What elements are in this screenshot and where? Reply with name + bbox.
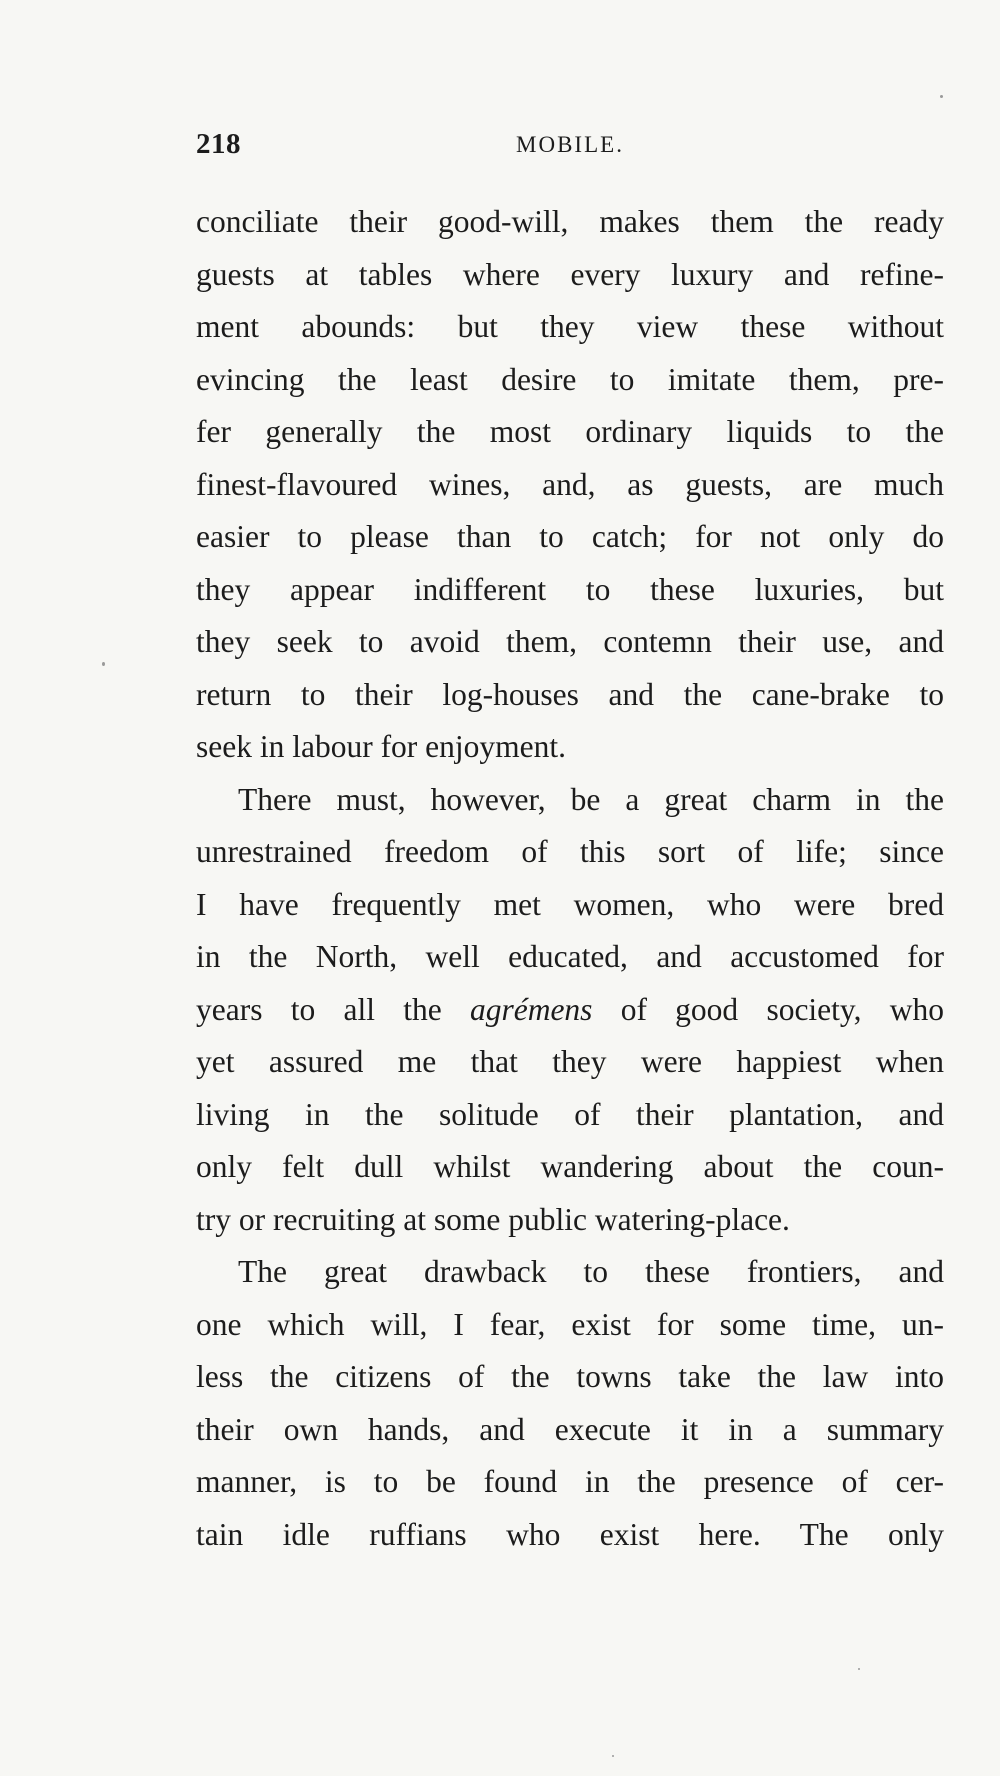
text-line: conciliate their good-will, makes them the ready	[196, 204, 944, 239]
text-line: only felt dull whilst wandering about the coun-	[196, 1149, 944, 1184]
text-line: one which will, I fear, exist for some time, un-	[196, 1306, 944, 1342]
text-line: The great drawback to these frontiers, and	[238, 1254, 944, 1289]
paper-speck	[940, 95, 943, 98]
text-line: in the North, well educated, and accustomed for	[196, 939, 944, 974]
text-line: yet assured me that they were happiest when	[196, 1044, 944, 1079]
text-line: manner, is to be found in the presence of cer-	[196, 1464, 944, 1499]
italic-term: agrémens	[469, 991, 593, 1027]
text-line: fer generally the most ordinary liquids to the	[196, 414, 944, 449]
text-segment: years to all the	[196, 991, 470, 1027]
paper-speck	[102, 662, 105, 666]
text-line-with-italic	[196, 984, 944, 1037]
text-line: I have frequently met women, who were bred	[196, 886, 944, 922]
text-segment: of good society, who	[592, 991, 944, 1027]
text-line: less the citizens of the towns take the law into	[196, 1359, 944, 1394]
running-title: MOBILE.	[516, 132, 624, 157]
text-line: return to their log-houses and the cane-brake to	[196, 676, 944, 712]
text-line: living in the solitude of their plantation, and	[196, 1096, 944, 1132]
body-text	[196, 196, 944, 1561]
running-head	[196, 128, 944, 168]
paper-speck	[858, 1668, 860, 1670]
text-line: ment abounds: but they view these without	[196, 309, 944, 344]
text-line: tain idle ruffians who exist here. The only	[196, 1516, 944, 1552]
text-line: try or recruiting at some public watering-place.	[196, 1201, 790, 1237]
text-line: There must, however, be a great charm in the	[238, 781, 944, 817]
text-line: finest-flavoured wines, and, as guests, are much	[196, 466, 944, 502]
text-line: seek in labour for enjoyment.	[196, 729, 567, 764]
text-line: they seek to avoid them, contemn their use, and	[196, 624, 944, 659]
page-number: 218	[196, 128, 241, 160]
paper-speck	[612, 1755, 614, 1757]
text-line: evincing the least desire to imitate them, pre-	[196, 361, 944, 397]
text-line: their own hands, and execute it in a summary	[196, 1411, 944, 1447]
text-line: guests at tables where every luxury and refine-	[196, 256, 944, 292]
text-line: they appear indifferent to these luxuries, but	[196, 571, 944, 607]
text-line: unrestrained freedom of this sort of life; since	[196, 834, 944, 869]
text-line: easier to please than to catch; for not only do	[196, 519, 944, 554]
